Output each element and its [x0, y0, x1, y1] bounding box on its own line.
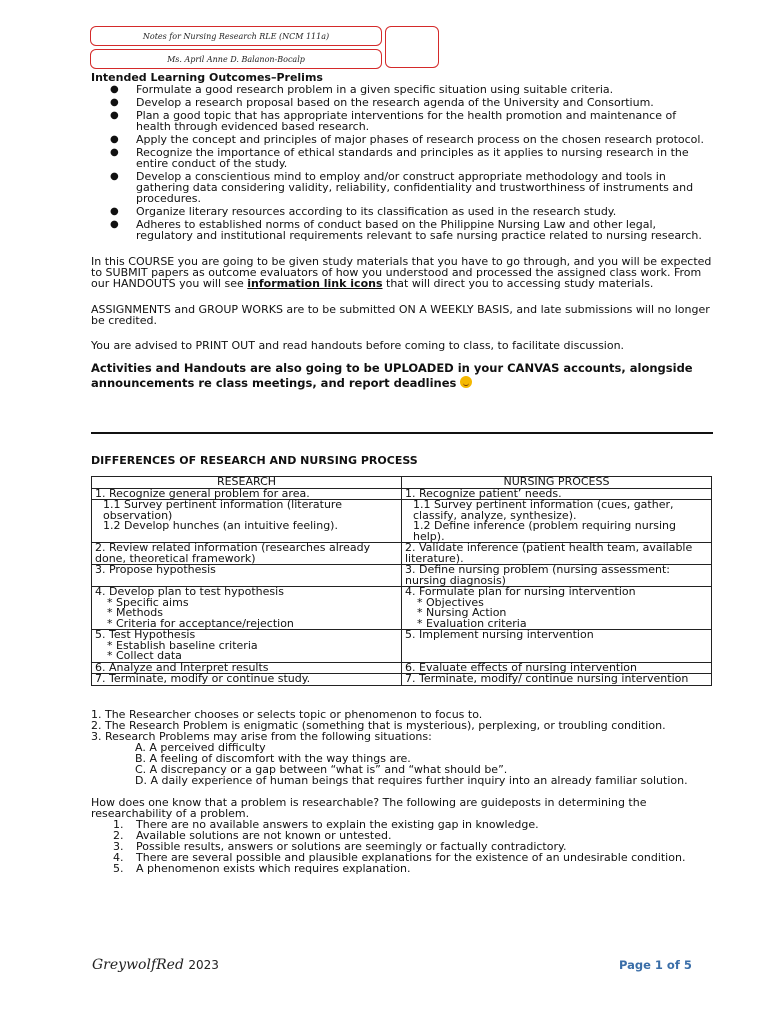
ilo-item-text: Develop a research proposal based on the research agenda of the University and Consortium.	[136, 96, 654, 109]
assignments-paragraph: ASSIGNMENTS and GROUP WORKS are to be submitted ON A WEEKLY BASIS, and late submissions will no longer be credited.	[91, 303, 710, 327]
table-cell-line: 1.2 Develop hunches (an intuitive feeling).	[103, 519, 338, 532]
intro-text-2: that will direct you to accessing study materials.	[382, 277, 654, 290]
ilo-item-text: Develop a conscientious mind to employ and/or construct appropriate methodology and tools in gathering data considering validity, reliability, confidentiality and trustworthiness of instruments and procedures.	[136, 170, 694, 205]
header-title: Notes for Nursing Research RLE (NCM 111a)	[142, 31, 330, 41]
ilo-item	[91, 171, 713, 204]
ilo-item	[91, 219, 713, 241]
table-cell-line: 6. Analyze and Interpret results	[95, 660, 269, 674]
table-cell-line: 4. Formulate plan for nursing intervention	[405, 585, 636, 598]
notes-section	[91, 709, 713, 874]
table-cell-line: 5. Implement nursing intervention	[405, 628, 594, 641]
ilo-item	[91, 206, 713, 217]
table-cell-line: 2. Validate inference (patient health team, available literature).	[405, 541, 693, 565]
ilo-title: Intended Learning Outcomes–Prelims	[91, 71, 323, 84]
table-row	[92, 500, 712, 543]
table-cell-line: 2. Review related information (researches already done, theoretical framework)	[95, 541, 371, 565]
guidepost-text: Available solutions are not known or untested.	[136, 829, 392, 842]
nursing-cell	[402, 630, 712, 663]
guidepost-text: Possible results, answers or solutions are seemingly or factually contradictory.	[136, 840, 567, 853]
table-cell-line: 1. Recognize patient’ needs.	[405, 486, 562, 500]
ilo-item-text: Apply the concept and principles of major phases of research process on the chosen research protocol.	[136, 133, 704, 146]
table-cell-line: * Collect data	[107, 649, 182, 662]
ilo-item-text: Formulate a good research problem in a given specific situation using suitable criteria.	[136, 83, 614, 96]
note-1: 1. The Researcher chooses or selects topic or phenomenon to focus to.	[91, 708, 483, 721]
smiley-icon	[460, 376, 472, 388]
table-cell-line: * Establish baseline criteria	[107, 638, 258, 652]
guidepost-number: 3.	[113, 840, 124, 853]
guidepost-number: 4.	[113, 851, 124, 864]
intro-text-1: In this COURSE you are going to be given study materials that you have to go through, and you will be expected to SUBMIT papers as outcome evaluators of how you understood and processed the assigned class work. From our HANDOUTS you will see	[91, 255, 712, 290]
ilo-item	[91, 84, 713, 95]
comparison-table	[91, 476, 712, 686]
situation-item: C. A discrepancy or a gap between “what is” and “what should be”.	[135, 763, 508, 776]
nursing-cell	[402, 565, 712, 587]
header-title-box	[90, 26, 382, 46]
situation-item: D. A daily experience of human beings that requires further inquiry into an already familiar solution.	[135, 774, 688, 787]
bullet-icon: ●	[110, 219, 119, 230]
table-cell-line: * Specific aims	[107, 595, 189, 609]
table-cell-line: 1.2 Define inference (problem requiring nursing help).	[413, 519, 676, 543]
ilo-item	[91, 147, 713, 169]
table-cell-line: * Objectives	[417, 595, 484, 609]
bullet-icon: ●	[110, 206, 119, 217]
ilo-list	[91, 84, 713, 241]
table-cell-line: 3. Propose hypothesis	[95, 563, 216, 576]
situations-list	[91, 742, 713, 786]
nursing-cell	[402, 543, 712, 565]
ilo-item-text: Plan a good topic that has appropriate interventions for the health promotion and maintenance of health through evidenced based research.	[136, 109, 677, 133]
header-logo-box	[385, 26, 439, 68]
table-cell-line: 6. Evaluate effects of nursing intervention	[405, 660, 637, 674]
table-cell-line: 1. Recognize general problem for area.	[95, 486, 310, 500]
canvas-text: Activities and Handouts are also going to be UPLOADED in your CANVAS accounts, alongside announcements re class meetings, and report deadlines	[91, 361, 693, 390]
information-link-icons[interactable]: information link icons	[247, 277, 383, 290]
comparison-table-body	[92, 488, 712, 685]
research-cell	[92, 674, 402, 686]
bullet-icon: ●	[110, 97, 119, 108]
footer-year: 2023	[188, 958, 219, 972]
table-cell-line: 1.1 Survey pertinent information (cues, gather, classify, analyze, synthesize).	[413, 498, 674, 522]
bullet-icon: ●	[110, 84, 119, 95]
header-research: RESEARCH	[92, 477, 402, 489]
bullet-icon: ●	[110, 171, 119, 182]
guideposts-list	[91, 819, 713, 874]
ilo-section	[91, 72, 713, 391]
intro-paragraph	[91, 256, 713, 289]
research-cell	[92, 565, 402, 587]
bullet-icon: ●	[110, 147, 119, 158]
guidepost-text: There are several possible and plausible explanations for the existence of an undesirable condition.	[136, 851, 686, 864]
table-row	[92, 674, 712, 686]
table-cell-line: * Nursing Action	[417, 606, 507, 619]
research-cell	[92, 500, 402, 543]
guidepost-item	[91, 863, 713, 874]
table-cell-line: * Methods	[107, 606, 163, 619]
situation-item: A. A perceived difficulty	[135, 741, 266, 754]
table-cell-line: 4. Develop plan to test hypothesis	[95, 585, 284, 598]
table-row	[92, 543, 712, 565]
nursing-cell	[402, 500, 712, 543]
ilo-item	[91, 134, 713, 145]
guidepost-number: 5.	[113, 862, 124, 875]
ilo-item-text: Recognize the importance of ethical standards and principles as it applies to nursing research in the entire conduct of the study.	[136, 146, 689, 170]
guidepost-number: 1.	[113, 818, 124, 831]
table-row	[92, 587, 712, 630]
research-cell	[92, 543, 402, 565]
table-cell-line: * Evaluation criteria	[417, 616, 527, 630]
table-cell-line: * Criteria for acceptance/rejection	[107, 616, 294, 630]
ilo-item-text: Adheres to established norms of conduct based on the Philippine Nursing Law and other legal, regulatory and institutional requirements relevant to safe nursing practice related to nursing research.	[136, 218, 702, 242]
bullet-icon: ●	[110, 134, 119, 145]
header-author-box	[90, 49, 382, 69]
table-cell-line: 7. Terminate, modify/ continue nursing intervention	[405, 672, 689, 685]
guideposts-question: How does one know that a problem is researchable? The following are guideposts in determining the researchability of a problem.	[91, 796, 647, 820]
research-cell	[92, 587, 402, 630]
nursing-cell	[402, 587, 712, 630]
section-divider	[91, 432, 713, 434]
print-paragraph: You are advised to PRINT OUT and read handouts before coming to class, to facilitate discussion.	[91, 339, 625, 352]
table-cell-line: 7. Terminate, modify or continue study.	[95, 672, 311, 685]
table-cell-line: 1.1 Survey pertinent information (literature observation)	[103, 498, 342, 522]
ilo-item	[91, 97, 713, 108]
signature-text: GreywolfRed	[92, 957, 184, 973]
ilo-item-text: Organize literary resources according to its classification as used in the research study.	[136, 205, 617, 218]
note-2: 2. The Research Problem is enigmatic (something that is mysterious), perplexing, or troubling condition.	[91, 719, 666, 732]
nursing-cell	[402, 674, 712, 686]
guidepost-number: 2.	[113, 829, 124, 842]
guidepost-text: There are no available answers to explain the existing gap in knowledge.	[136, 818, 539, 831]
header-nursing-process: NURSING PROCESS	[402, 477, 712, 489]
header-author: Ms. April Anne D. Balanon-Bocalp	[167, 54, 305, 64]
page-number: Page 1 of 5	[619, 958, 692, 972]
footer-signature	[92, 957, 219, 973]
research-cell	[92, 630, 402, 663]
table-cell-line: 3. Define nursing problem (nursing assessment: nursing diagnosis)	[405, 563, 671, 587]
note-3: 3. Research Problems may arise from the following situations:	[91, 730, 432, 743]
table-cell-line: 5. Test Hypothesis	[95, 628, 196, 641]
situation-item: B. A feeling of discomfort with the way things are.	[135, 752, 411, 765]
ilo-item	[91, 110, 713, 132]
bullet-icon: ●	[110, 110, 119, 121]
canvas-paragraph	[91, 361, 713, 391]
differences-title: DIFFERENCES OF RESEARCH AND NURSING PROCESS	[91, 454, 418, 467]
table-row	[92, 565, 712, 587]
table-row	[92, 630, 712, 663]
guidepost-text: A phenomenon exists which requires explanation.	[136, 862, 411, 875]
